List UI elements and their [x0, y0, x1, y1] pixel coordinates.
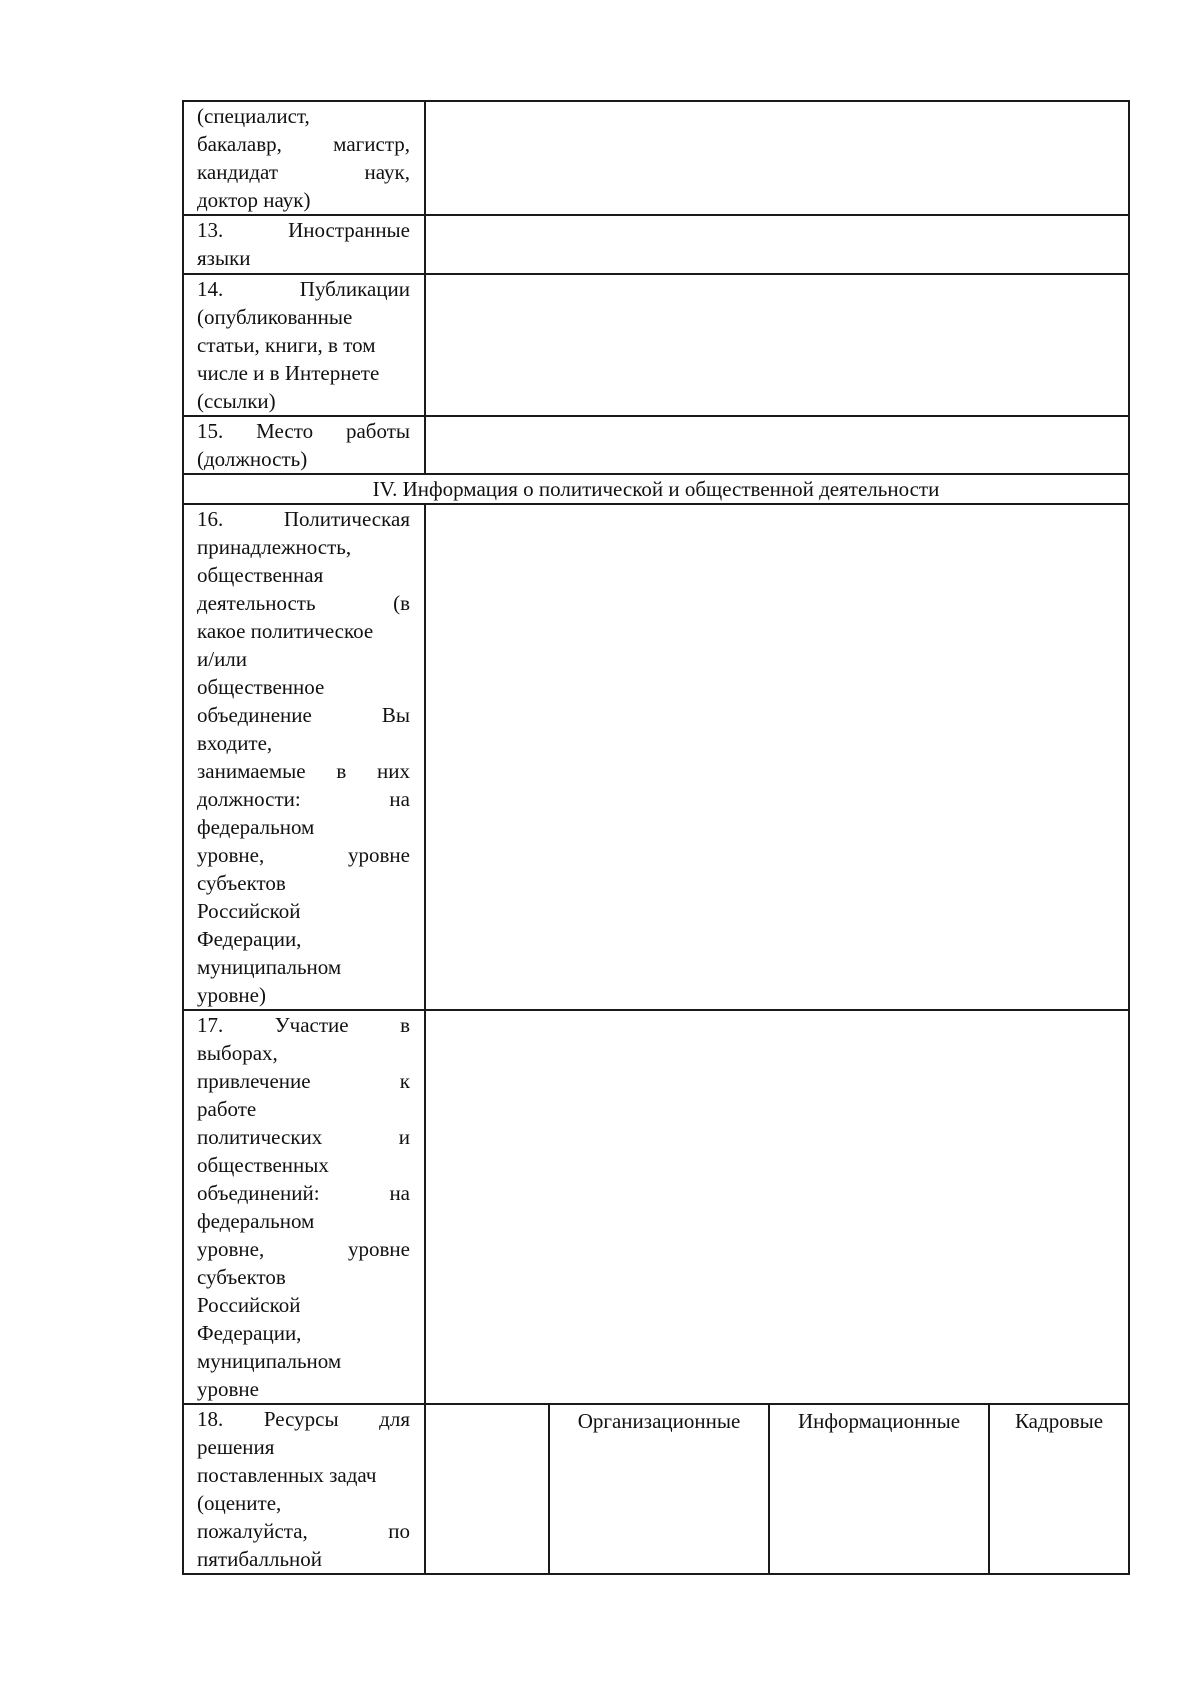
- label-line: общественная: [197, 563, 324, 587]
- label-line: уровне, уровне: [197, 843, 410, 867]
- label-line: 13. Иностранные: [197, 218, 410, 242]
- row-13-answer-field[interactable]: [425, 215, 1129, 274]
- questionnaire-table: [182, 100, 1130, 1575]
- label-line: статьи, книги, в том: [197, 333, 376, 357]
- label-line: федеральном: [197, 1209, 315, 1233]
- resource-empty-cell[interactable]: [425, 1404, 549, 1574]
- label-line: (ссылки): [197, 389, 276, 413]
- label-line: какое политическое: [197, 619, 374, 643]
- row-15-label: [183, 416, 425, 474]
- row-14-answer-field[interactable]: [425, 274, 1129, 416]
- row-13-label: [183, 215, 425, 274]
- label-line: объединений: на: [197, 1181, 410, 1205]
- label-line: уровне): [197, 983, 266, 1007]
- label-line: 14. Публикации: [197, 277, 410, 301]
- section-4-title: IV. Информация о политической и общественной деятельности: [183, 474, 1129, 504]
- label-line: 17. Участие в: [197, 1013, 410, 1037]
- row-15-workplace: [183, 416, 1129, 474]
- label-line: субъектов: [197, 1265, 286, 1289]
- label-line: объединение Вы: [197, 703, 410, 727]
- label-line: 16. Политическая: [197, 507, 410, 531]
- label-line: (оцените,: [197, 1491, 282, 1515]
- label-line: пятибалльной: [197, 1547, 323, 1571]
- section-4-header-row: [183, 474, 1129, 504]
- label-line: должности: на: [197, 787, 410, 811]
- label-line: выборах,: [197, 1041, 278, 1065]
- row-17-label: [183, 1010, 425, 1404]
- row-14-publications: [183, 274, 1129, 416]
- label-line: 18. Ресурсы для: [197, 1407, 410, 1431]
- label-line: Российской: [197, 899, 301, 923]
- label-line: (опубликованные: [197, 305, 353, 329]
- label-line: работе: [197, 1097, 257, 1121]
- label-line: (должность): [197, 447, 308, 471]
- label-line: уровне: [197, 1377, 259, 1401]
- label-line: муниципальном: [197, 955, 342, 979]
- row-14-label: [183, 274, 425, 416]
- row-12-label: [183, 101, 425, 215]
- label-line: муниципальном: [197, 1349, 342, 1373]
- label-line: общественных: [197, 1153, 329, 1177]
- row-18-label: [183, 1404, 425, 1574]
- label-line: политических и: [197, 1125, 410, 1149]
- row-12-answer-field[interactable]: [425, 101, 1129, 215]
- label-line: Федерации,: [197, 927, 302, 951]
- label-line: 15. Место работы: [197, 419, 410, 443]
- label-line: Федерации,: [197, 1321, 302, 1345]
- label-line: деятельность (в: [197, 591, 410, 615]
- row-15-answer-field[interactable]: [425, 416, 1129, 474]
- label-line: входите,: [197, 731, 273, 755]
- label-line: (специалист,: [197, 104, 310, 128]
- label-line: поставленных задач: [197, 1463, 377, 1487]
- label-line: языки: [197, 246, 251, 270]
- row-17-elections: [183, 1010, 1129, 1404]
- label-line: кандидат наук,: [197, 160, 410, 184]
- label-line: числе и в Интернете: [197, 361, 380, 385]
- label-line: уровне, уровне: [197, 1237, 410, 1261]
- label-line: Российской: [197, 1293, 301, 1317]
- label-line: пожалуйста, по: [197, 1519, 410, 1543]
- label-line: занимаемые в них: [197, 759, 410, 783]
- resource-organizational-cell[interactable]: Организационные: [549, 1404, 769, 1574]
- row-16-label: [183, 504, 425, 1010]
- label-line: бакалавр, магистр,: [197, 132, 410, 156]
- label-line: общественное: [197, 675, 325, 699]
- row-18-resources: [183, 1404, 1129, 1574]
- label-line: субъектов: [197, 871, 286, 895]
- row-13-languages: [183, 215, 1129, 274]
- label-line: и/или: [197, 647, 248, 671]
- row-12-degree: [183, 101, 1129, 215]
- label-line: доктор наук): [197, 188, 311, 212]
- label-line: принадлежность,: [197, 535, 352, 559]
- row-17-answer-field[interactable]: [425, 1010, 1129, 1404]
- resource-informational-cell[interactable]: Информационные: [769, 1404, 989, 1574]
- resource-personnel-cell[interactable]: Кадровые: [989, 1404, 1129, 1574]
- label-line: федеральном: [197, 815, 315, 839]
- label-line: привлечение к: [197, 1069, 410, 1093]
- row-16-answer-field[interactable]: [425, 504, 1129, 1010]
- label-line: решения: [197, 1435, 275, 1459]
- row-16-political-affiliation: [183, 504, 1129, 1010]
